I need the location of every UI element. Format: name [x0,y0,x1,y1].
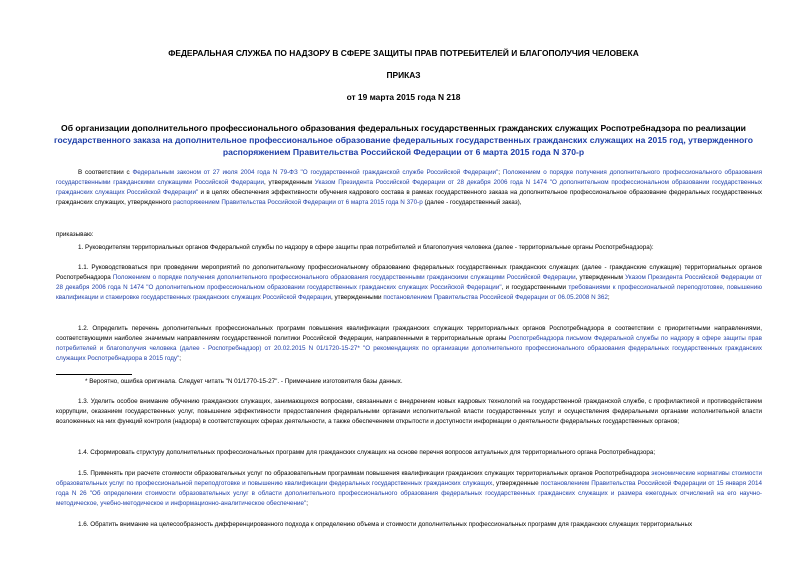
paragraph-1-6: 1.6. Обратить внимание на целесообразность дифференцированного подхода к определению объема и стоимости дополнительных профессиональных программ для гражданских служащих территориальных [78,521,693,528]
preamble-text: (далее - государственный заказ), [422,199,522,206]
preamble-text: и в целях обеспечения эффективности обучения кадрового состава в рамках государственного заказа на дополнительное профессиональное образование федеральных государственных гражданских служащих, утвержденного [56,189,762,206]
paragraph-text: , и государственными [501,284,569,291]
link-requirements[interactable]: требованиями к профессиональной переподготовке, повышению квалификации и стажировке государственных гражданских служащих Российской Федерации [56,284,762,301]
doc-type-heading: ПРИКАЗ [386,70,421,80]
paragraph-text: ; [179,355,182,362]
paragraph-text: 1.2. Определить перечень дополнительных профессиональных программ повышения квалификации гражданских служащих территориальных органов Роспотребнадзора в соответствии с приоритетными направлениями, соответствующими наиболее значимым направлениям государственной политики Российской Федерации, направленными в территориальные органы [56,325,762,342]
footnote-separator [56,374,132,375]
doc-title-line-2[interactable]: государственного заказа на дополнительное профессиональное образование федеральных государственных гражданских служащих на 2015 год, утвержденного [54,135,753,145]
preamble-text: В соответствии с [78,169,133,176]
footnote: * Вероятно, ошибка оригинала. Следует читать "N 01/1770-15-27". - Примечание изготовителя базы данных. [85,378,403,385]
paragraph-text: 1.1. Руководствоваться при проведении мероприятий по дополнительному профессиональному образованию федеральных государственных гражданских служащих (далее - гражданские служащие) территориальных органов Роспотребнадзора [56,264,762,281]
link-resolution-26[interactable]: постановлением Правительства Российской Федерации от 15 января 2014 года N 26 "Об определении стоимости образовательных услуг в области дополнительного профессионального образования федеральных государственных гражданских служащих и размера ежегодных отчислений на его научно-методическое, учебно-методическое и информационно-аналитическое обеспечение" [56,480,762,507]
link-federal-law-79[interactable]: Федеральным законом от 27 июля 2004 года N 79-ФЗ "О государственной гражданской службе Российской Федерации" [132,169,499,176]
paragraph-text: , утвержденные [492,480,541,487]
paragraph-1-1 [56,263,762,303]
link-regulation[interactable]: Положением о порядке получения дополнительного профессионального образования государственными гражданскими служащими Российской Федерации [112,274,576,281]
paragraph-text: 1.5. Применять при расчете стоимости образовательных услуг по образовательным программам повышения квалификации гражданских служащих территориальных органов Роспотребнадзора [78,470,652,477]
paragraph-text: ; [607,294,610,301]
link-decree-1474[interactable]: Указом Президента Российской Федерации от 28 декабря 2006 года N 1474 "О дополнительном профессиональном образовании государственных гражданских служащих Российской Федерации" [56,179,762,196]
paragraph-1-4: 1.4. Сформировать структуру дополнительных профессиональных программ для гражданских служащих на основе перечня вопросов актуальных для территориального органа Роспотребнадзора; [78,449,656,456]
paragraph-1-3: 1.3. Уделить особое внимание обучению гражданских служащих, занимающихся вопросами, связанными с внедрением новых кадровых технологий на государственной гражданской службе, с профилактикой и противодействием коррупции, оказанием государственных услуг, повышение эффективности предоставления федеральными органами исполнительной власти государственных услуг и осуществления федеральными органами исполнительной власти возложенных на них функций контроля (надзора) в соответствующих сферах деятельности, а также обеспечением открытости и доступности информации о деятельности федеральных государственных органов; [56,398,762,425]
doc-title-line-3[interactable]: распоряжением Правительства Российской Федерации от 6 марта 2015 года N 370-р [222,147,585,157]
link-resolution-362[interactable]: постановлением Правительства Российской Федерации от 06.05.2008 N 362 [383,294,608,301]
paragraph-text: , утвержденным [575,274,626,281]
paragraph-1: 1. Руководителям территориальных органов Федеральной службы по надзору в сфере защиты прав потребителей и благополучия человека (далее - территориальные органы Роспотребнадзора): [78,244,654,251]
doc-title-line-1: Об организации дополнительного профессионального образования федеральных государственных гражданских служащих Роспотребнадзора по реализации [61,123,746,133]
link-decree-1474[interactable]: Указом Президента Российской Федерации от 28 декабря 2006 года N 1474 "О дополнительном профессиональном образовании государственных гражданских служащих Российской Федерации" [56,274,762,291]
paragraph-1-2 [56,324,762,364]
paragraph-1-5 [56,469,762,509]
preamble-text: ; [498,169,503,176]
agency-heading: ФЕДЕРАЛЬНАЯ СЛУЖБА ПО НАДЗОРУ В СФЕРЕ ЗАЩИТЫ ПРАВ ПОТРЕБИТЕЛЕЙ И БЛАГОПОЛУЧИЯ ЧЕЛОВЕКА [168,48,639,58]
doc-date: от 19 марта 2015 года N 218 [346,92,461,102]
preamble-paragraph [56,168,762,208]
paragraph-text: , утвержденными [331,294,384,301]
paragraph-text: ; [306,500,308,507]
link-order-370r[interactable]: распоряжением Правительства Российской Федерации от 6 марта 2015 года N 370-р [173,199,423,206]
link-letter-rospotrebnadzor[interactable]: Роспотребнадзора письмом Федеральной службы по надзору в сфере защиты прав потребителей и благополучия человека (далее - Роспотребнадзор) от 20.02.2015 N 01/1720-15-27* "О рекомендациях по организации дополнительного профессионального образования федеральных государственных гражданских служащих Роспотребнадзора в 2015 году" [56,335,762,362]
link-regulation[interactable]: Положением о порядке получения дополнительного профессионального образования государственными гражданскими служащими Российской Федерации [56,169,763,186]
orders-label: приказываю: [56,231,94,238]
preamble-text: , утвержденным [264,179,315,186]
link-economic-standards[interactable]: экономические нормативы стоимости образовательных услуг по профессиональной переподготовке и повышению квалификации федеральных государственных гражданских служащих [56,470,762,487]
